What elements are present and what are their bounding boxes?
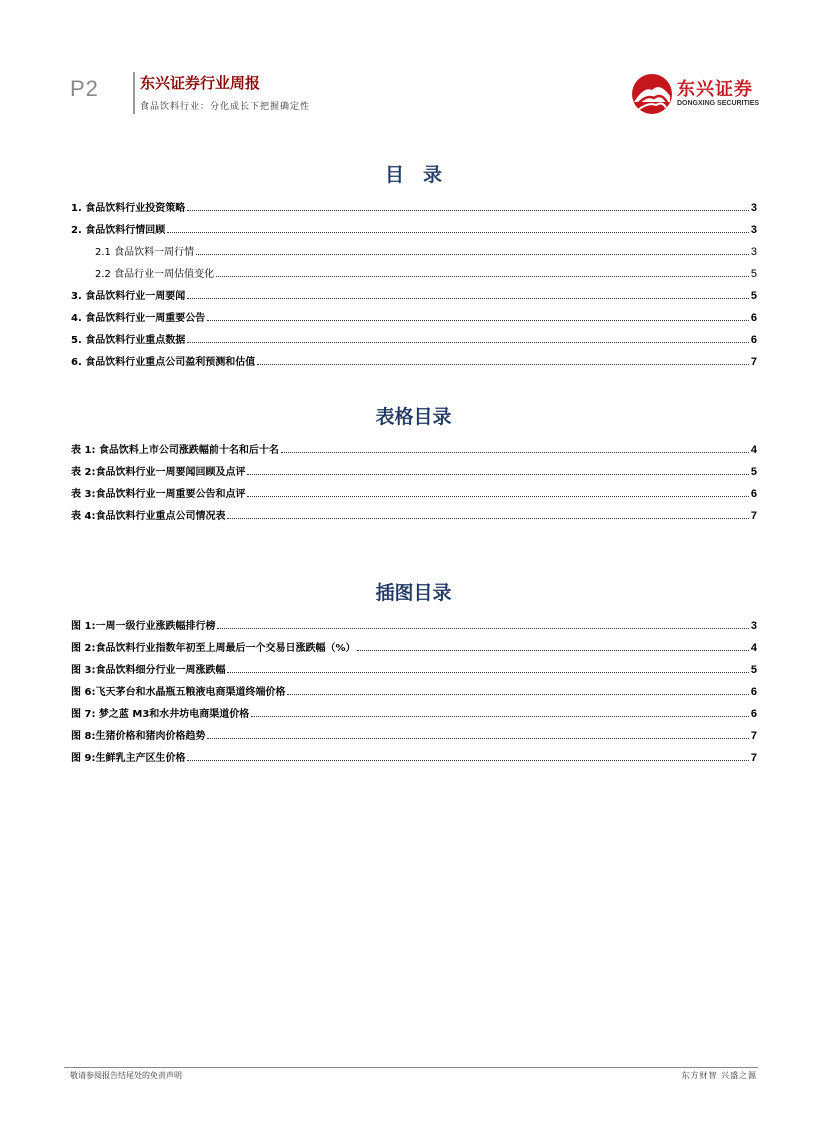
toc-entry-label: 图 2:食品饮料行业指数年初至上周最后一个交易日涨跌幅（%）: [71, 639, 357, 654]
toc-entry-page: 5: [750, 466, 757, 478]
toc-entry[interactable]: [71, 742, 757, 764]
toc-entry-page: 4: [750, 642, 757, 654]
toc-entry-label: 2. 食品饮料行情回顾: [71, 221, 167, 236]
toc-entry-label: 表 2:食品饮料行业一周要闻回顾及点评: [71, 463, 247, 478]
toc-leader-dots: [281, 451, 749, 453]
toc-entry-page: 5: [750, 290, 757, 302]
toc-entry[interactable]: [71, 500, 757, 522]
toc-entry-label: 图 6:飞天茅台和水晶瓶五粮液电商渠道终端价格: [71, 683, 287, 698]
toc-entry-label: 1. 食品饮料行业投资策略: [71, 199, 187, 214]
toc-leader-dots: [187, 759, 748, 761]
toc-entry[interactable]: [71, 324, 757, 346]
toc-entry[interactable]: [71, 434, 757, 456]
header-divider: [133, 72, 135, 114]
toc-entry-page: 7: [750, 752, 757, 764]
report-subtitle: 食品饮料行业：分化成长下把握确定性: [140, 102, 311, 112]
footer-slogan: 东方财智 兴盛之源: [681, 1071, 757, 1080]
toc-entry-page: 3: [750, 202, 757, 214]
figures-toc-list: [71, 610, 757, 764]
toc-leader-dots: [257, 363, 749, 365]
toc-entry-label: 表 3:食品饮料行业一周重要公告和点评: [71, 485, 247, 500]
toc-entry[interactable]: [71, 610, 757, 632]
toc-entry[interactable]: [71, 192, 757, 214]
toc-entry-page: 6: [750, 312, 757, 324]
toc-entry-label: 3. 食品饮料行业一周要闻: [71, 287, 187, 302]
toc-entry-page: 5: [750, 664, 757, 676]
tables-toc-list: [71, 434, 757, 522]
toc-leader-dots: [167, 231, 749, 233]
toc-leader-dots: [357, 649, 748, 651]
toc-leader-dots: [207, 319, 749, 321]
toc-entry-page: 6: [750, 708, 757, 720]
page-header: [0, 0, 827, 120]
toc-entry[interactable]: [71, 302, 757, 324]
toc-entry[interactable]: [71, 456, 757, 478]
logo-text-cn: 东兴证券: [677, 79, 753, 100]
toc-leader-dots: [207, 737, 748, 739]
toc-entry-page: 7: [750, 730, 757, 742]
logo-text-en: DONGXING SECURITIES: [677, 100, 760, 107]
toc-leader-dots: [187, 209, 749, 211]
toc-leader-dots: [217, 627, 748, 629]
toc-entry-label: 6. 食品饮料行业重点公司盈利预测和估值: [71, 353, 257, 368]
toc-entry-page: 7: [750, 356, 757, 368]
toc-entry[interactable]: [71, 676, 757, 698]
toc-leader-dots: [227, 671, 748, 673]
toc-entry[interactable]: [71, 346, 757, 368]
toc-entry[interactable]: [71, 632, 757, 654]
toc-entry-page: 5: [750, 268, 757, 280]
toc-leader-dots: [187, 297, 749, 299]
toc-entry-label: 4. 食品饮料行业一周重要公告: [71, 309, 207, 324]
toc-leader-dots: [187, 341, 749, 343]
toc-entry[interactable]: [71, 698, 757, 720]
toc-entry-label: 图 3:食品饮料细分行业一周涨跌幅: [71, 661, 227, 676]
toc-entry-label: 图 1:一周一级行业涨跌幅排行榜: [71, 617, 217, 632]
toc-entry-page: 7: [750, 510, 757, 522]
toc-entry-label: 5. 食品饮料行业重点数据: [71, 331, 187, 346]
toc-leader-dots: [196, 253, 749, 255]
toc-leader-dots: [247, 473, 748, 475]
toc-entry[interactable]: [71, 478, 757, 500]
company-logo: [630, 72, 760, 116]
toc-title: 目 录: [384, 164, 442, 186]
toc-entry[interactable]: [71, 720, 757, 742]
toc-entry-page: 3: [750, 620, 757, 632]
toc-leader-dots: [287, 693, 748, 695]
toc-entry-label: 图 8:生猪价格和猪肉价格趋势: [71, 727, 207, 742]
toc-entry-label: 2.1 食品饮料一周行情: [71, 243, 196, 258]
toc-leader-dots: [227, 517, 748, 519]
toc-entry[interactable]: [71, 236, 757, 258]
footer-disclaimer: 敬请参阅报告结尾处的免责声明: [70, 1071, 182, 1080]
toc-list: [71, 192, 757, 368]
toc-entry-label: 图 9:生鲜乳主产区生价格: [71, 749, 187, 764]
toc-leader-dots: [216, 275, 749, 277]
report-brand-title: 东兴证券行业周报: [140, 74, 261, 92]
toc-entry-label: 图 7: 梦之蓝 M3和水井坊电商渠道价格: [71, 705, 251, 720]
toc-entry[interactable]: [71, 280, 757, 302]
logo-mark-icon: [630, 72, 674, 116]
toc-entry[interactable]: [71, 654, 757, 676]
toc-entry[interactable]: [71, 214, 757, 236]
toc-entry-page: 4: [750, 444, 757, 456]
tables-toc-title: 表格目录: [375, 406, 452, 428]
toc-leader-dots: [251, 715, 749, 717]
footer-divider: [64, 1067, 758, 1068]
toc-leader-dots: [247, 495, 748, 497]
toc-entry[interactable]: [71, 258, 757, 280]
toc-entry-label: 表 1: 食品饮料上市公司涨跌幅前十名和后十名: [71, 441, 281, 456]
toc-entry-label: 2.2 食品行业一周估值变化: [71, 265, 216, 280]
toc-entry-page: 3: [750, 246, 757, 258]
page-number: P2: [70, 76, 99, 101]
toc-entry-page: 6: [750, 488, 757, 500]
toc-entry-label: 表 4:食品饮料行业重点公司情况表: [71, 507, 227, 522]
toc-entry-page: 3: [750, 224, 757, 236]
toc-entry-page: 6: [750, 334, 757, 346]
toc-entry-page: 6: [750, 686, 757, 698]
figures-toc-title: 插图目录: [375, 582, 452, 604]
